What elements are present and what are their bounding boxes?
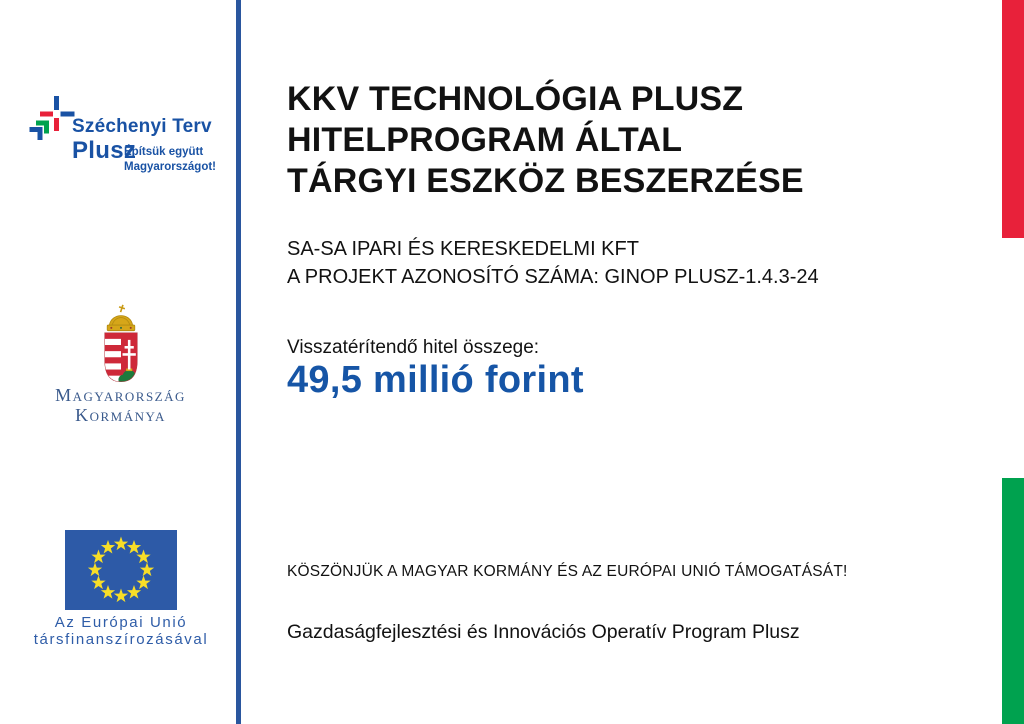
- project-title-line2: HITELPROGRAM ÁLTAL: [287, 121, 683, 159]
- szechenyi-name-line2: Plusz: [72, 137, 137, 164]
- thanks-line: KÖSZÖNJÜK A MAGYAR KORMÁNY ÉS AZ EURÓPAI UNIÓ TÁMOGATÁSÁT!: [287, 563, 848, 580]
- project-title-line1: KKV TECHNOLÓGIA PLUSZ: [287, 80, 744, 118]
- project-subtitle: [287, 235, 967, 291]
- eu-flag-icon: [65, 530, 177, 610]
- government-label-line2: Kormánya: [75, 405, 166, 425]
- hungary-coat-of-arms-icon: [98, 304, 144, 386]
- eu-cofinancing-label: [18, 614, 224, 648]
- flag-red-bar: [1002, 0, 1024, 238]
- project-title: [287, 79, 947, 202]
- szechenyi-slogan-line2: Magyarországot!: [124, 161, 217, 173]
- project-title-line3: TÁRGYI ESZKÖZ BESZERZÉSE: [287, 162, 804, 200]
- government-label: [28, 385, 213, 425]
- loan-amount-label: Visszatérítendő hitel összege:: [287, 337, 540, 358]
- szechenyi-plusz-logo-icon: [28, 88, 78, 144]
- beneficiary-name: SA-SA IPARI ÉS KERESKEDELMI KFT: [287, 238, 639, 260]
- flag-green-bar: [1002, 478, 1024, 724]
- szechenyi-slogan: [124, 145, 216, 175]
- szechenyi-name-line1: Széchenyi Terv: [72, 116, 212, 137]
- szechenyi-slogan-line1: Építsük együtt: [124, 146, 204, 158]
- project-id: A PROJEKT AZONOSÍTÓ SZÁMA: GINOP PLUSZ-1.4.3-24: [287, 266, 819, 288]
- vertical-divider: [236, 0, 241, 724]
- eu-label-line2: társfinanszírozásával: [33, 631, 209, 648]
- government-label-line1: Magyarország: [55, 385, 186, 405]
- operative-program-name: Gazdaságfejlesztési és Innovációs Operatív Program Plusz: [287, 621, 800, 643]
- loan-amount-value: 49,5 millió forint: [287, 359, 584, 401]
- eu-label-line1: Az Európai Unió: [54, 614, 188, 631]
